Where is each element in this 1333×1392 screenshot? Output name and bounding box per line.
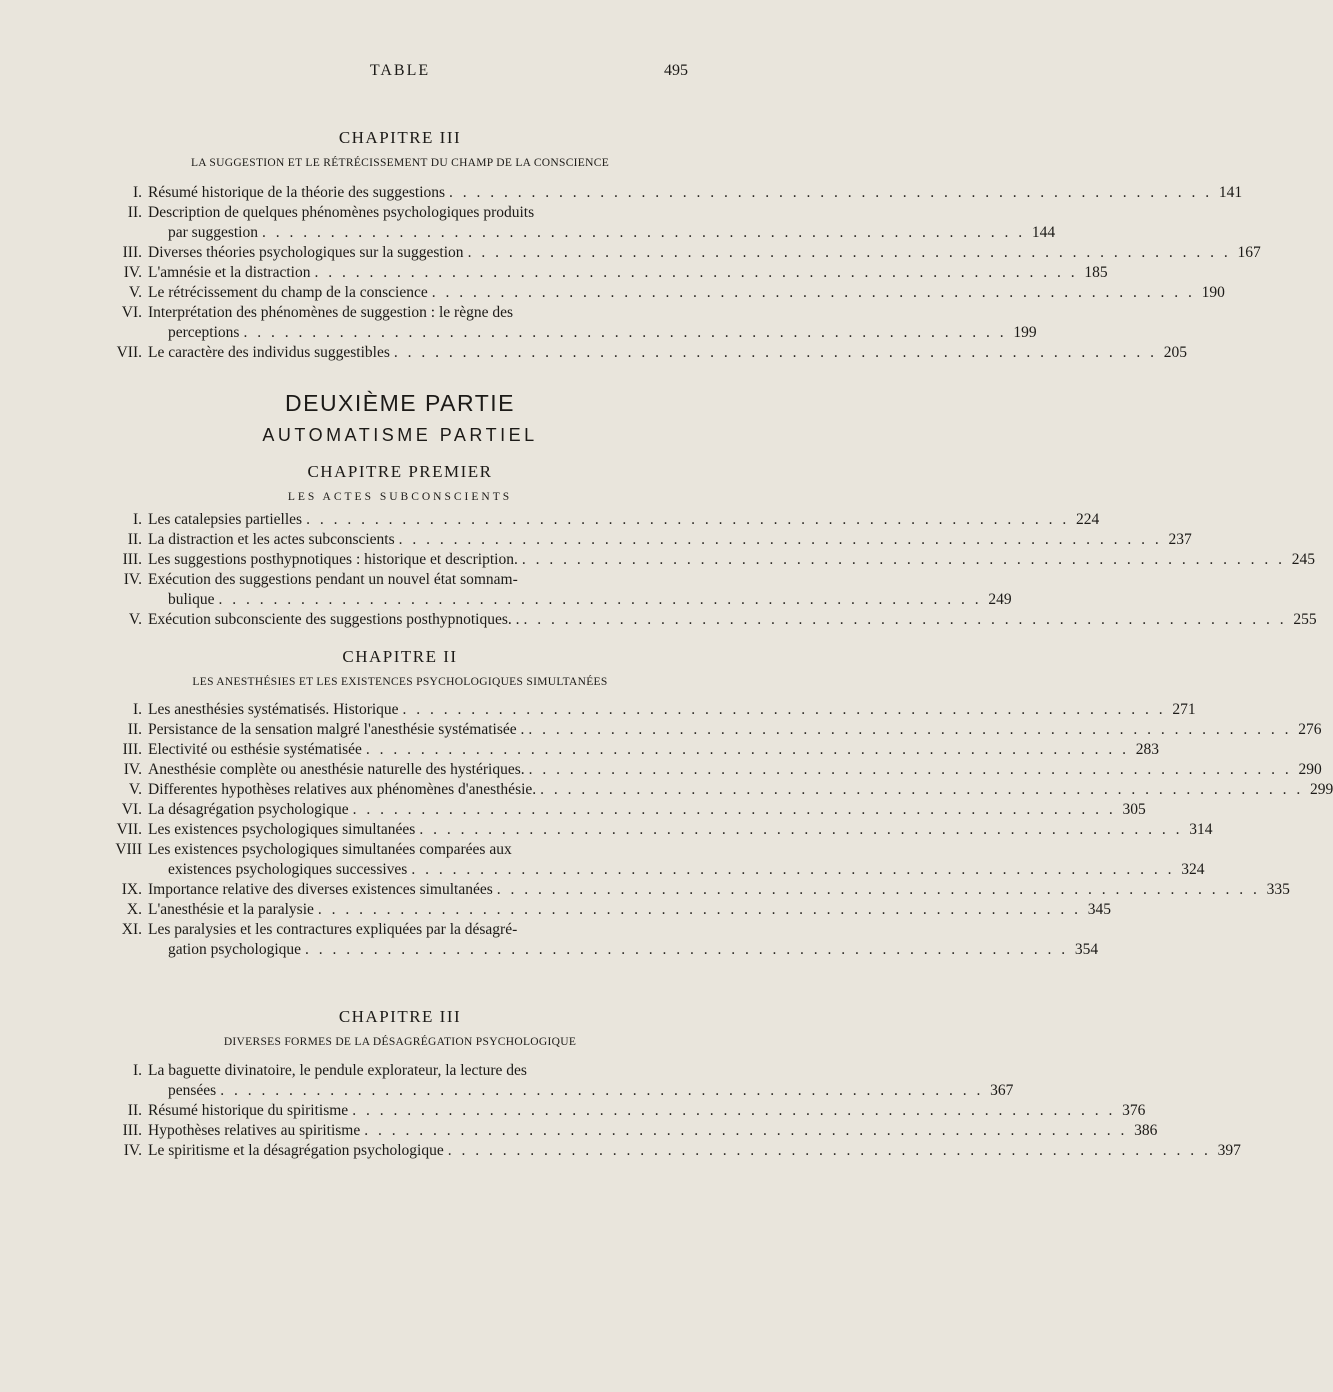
- dot-leader: . . . . . . . . . . . . . . . . . . . . . . . . . . . . . . . . . . . . . . . . . . . . . . . . . . . . . . . .: [528, 761, 1292, 778]
- toc-entry-leader-line: [148, 880, 1290, 900]
- toc-entry-leader-line: [148, 780, 1333, 800]
- toc-entry-number: III.: [122, 741, 142, 758]
- toc-entry: [112, 1101, 1146, 1121]
- toc-entry-leader-line: [148, 530, 1192, 550]
- part-subtitle: AUTOMATISME PARTIEL: [262, 425, 538, 445]
- toc-entry-title-line: Les suggestions posthypnotiques : historique et description.: [148, 551, 518, 568]
- chapter-title: CHAPITRE III: [338, 1007, 462, 1026]
- toc-entry-title-line: Exécution des suggestions pendant un nouvel état somnam-: [148, 571, 518, 588]
- toc-entry-page: 354: [1074, 941, 1099, 958]
- toc-entry-title-line: Les existences psychologiques simultanées: [148, 821, 416, 838]
- toc-section-chapter-3: [112, 183, 1261, 363]
- toc-entry-page: 324: [1181, 861, 1205, 878]
- toc-entry-page: 199: [1013, 324, 1037, 341]
- toc-entry-title-line: Les paralysies et les contractures expliquées par la désagré-: [148, 921, 518, 938]
- toc-entry-number: XI.: [121, 921, 142, 938]
- toc-section-chapter-2: [112, 700, 1333, 960]
- toc-entry-number: IV.: [123, 761, 142, 778]
- toc-entry: [112, 800, 1146, 820]
- toc-entry-number: VI.: [121, 304, 142, 321]
- chapter-3b-heading: [0, 1007, 800, 1048]
- dot-leader: . . . . . . . . . . . . . . . . . . . . . . . . . . . . . . . . . . . . . . . . . . . . . . . . . . . . . . . .: [365, 741, 1130, 758]
- toc-entry-number: III.: [122, 244, 142, 261]
- toc-entry-leader-line: [148, 820, 1213, 840]
- chapter-2-heading: [0, 647, 800, 688]
- toc-entry-title-line: Description de quelques phénomènes psychologiques produits: [148, 204, 535, 221]
- toc-entry-leader-line: [148, 1101, 1146, 1121]
- chapter-title: CHAPITRE II: [342, 647, 458, 666]
- dot-leader: . . . . . . . . . . . . . . . . . . . . . . . . . . . . . . . . . . . . . . . . . . . . . . . . . . . . . . . .: [261, 224, 1026, 241]
- toc-entry-page: 144: [1031, 224, 1056, 241]
- toc-entry-page: 205: [1163, 344, 1188, 361]
- toc-entry-number: IV.: [123, 264, 142, 281]
- dot-leader: . . . . . . . . . . . . . . . . . . . . . . . . . . . . . . . . . . . . . . . . . . . . . . . . . . . . . . . .: [496, 881, 1260, 898]
- chapter-title: CHAPITRE III: [338, 128, 462, 147]
- toc-entry-title-line: Résumé historique de la théorie des suggestions: [148, 184, 446, 201]
- toc-entry-page: 283: [1135, 741, 1160, 758]
- dot-leader: . . . . . . . . . . . . . . . . . . . . . . . . . . . . . . . . . . . . . . . . . . . . . . . . . . . . . . . .: [314, 264, 1078, 281]
- toc-entry-title-line: Le rétrécissement du champ de la conscience: [148, 284, 428, 301]
- dot-leader: . . . . . . . . . . . . . . . . . . . . . . . . . . . . . . . . . . . . . . . . . . . . . . . . . . . . . . . .: [540, 781, 1304, 798]
- toc-entry: [112, 820, 1213, 840]
- toc-entry: [112, 1121, 1158, 1141]
- dot-leader: . . . . . . . . . . . . . . . . . . . . . . . . . . . . . . . . . . . . . . . . . . . . . . . . . . . . . . . .: [419, 821, 1183, 838]
- toc-entry-number: VII.: [116, 344, 142, 361]
- toc-entry-leader-line: [148, 720, 1322, 740]
- toc-entry-title-line: Importance relative des diverses existences simultanées: [148, 881, 493, 898]
- toc-entry-title-line: par suggestion: [168, 224, 258, 241]
- toc-entry-leader-line: [148, 1141, 1241, 1161]
- toc-entry-title-line: Interprétation des phénomènes de suggestion : le règne des: [148, 304, 513, 321]
- toc-entry: [112, 610, 1317, 630]
- toc-entry-number: I.: [132, 511, 142, 528]
- toc-entry-page: 314: [1189, 821, 1213, 838]
- part-title: DEUXIÈME PARTIE: [285, 390, 515, 416]
- toc-entry-title-line: Exécution subconsciente des suggestions posthypnotiques. .: [148, 611, 520, 628]
- toc-entry-number: I.: [132, 701, 142, 718]
- toc-entry-title-line: Hypothèses relatives au spiritisme: [148, 1122, 361, 1139]
- toc-entry-leader-line: [148, 510, 1100, 530]
- toc-section-chapter-1: [112, 510, 1317, 630]
- dot-leader: . . . . . . . . . . . . . . . . . . . . . . . . . . . . . . . . . . . . . . . . . . . . . . . . . . . . . . . .: [364, 1122, 1128, 1139]
- dot-leader: . . . . . . . . . . . . . . . . . . . . . . . . . . . . . . . . . . . . . . . . . . . . . . . . . . . . . . . .: [402, 701, 1166, 718]
- toc-entry-title-line: Les catalepsies partielles: [148, 511, 303, 528]
- toc-entry-leader-line: [148, 610, 1317, 630]
- toc-entry: [112, 1141, 1241, 1161]
- toc-entry-page: 276: [1298, 721, 1322, 738]
- toc-entry: [112, 203, 1056, 243]
- toc-entry: [112, 243, 1261, 263]
- toc-entry-page: 271: [1172, 701, 1196, 718]
- toc-entry-number: V.: [128, 781, 142, 798]
- toc-entry: [112, 880, 1290, 900]
- toc-entry-title-line: La désagrégation psychologique: [148, 801, 349, 818]
- toc-entry-leader-line: [148, 740, 1160, 760]
- toc-entry-title-line: Electivité ou esthésie systématisée: [148, 741, 362, 758]
- toc-entry-number: VI.: [121, 801, 142, 818]
- toc-entry: [112, 740, 1160, 760]
- toc-entry-number: II.: [127, 531, 142, 548]
- toc-entry-title-line: bulique: [168, 591, 215, 608]
- toc-entry: [112, 530, 1192, 550]
- toc-section-chapter-3b: [112, 1061, 1241, 1161]
- dot-leader: . . . . . . . . . . . . . . . . . . . . . . . . . . . . . . . . . . . . . . . . . . . . . . . . . . . . . . . .: [523, 611, 1287, 628]
- dot-leader: . . . . . . . . . . . . . . . . . . . . . . . . . . . . . . . . . . . . . . . . . . . . . . . . . . . . . . . .: [306, 511, 1070, 528]
- toc-entry-number: I.: [132, 184, 142, 201]
- dot-leader: . . . . . . . . . . . . . . . . . . . . . . . . . . . . . . . . . . . . . . . . . . . . . . . . . . . . . . . .: [528, 721, 1292, 738]
- toc-entry-number: I.: [132, 1062, 142, 1079]
- toc-entry-leader-line: [168, 223, 1056, 243]
- toc-entry-title-line: La baguette divinatoire, le pendule explorateur, la lecture des: [148, 1062, 527, 1079]
- dot-leader: . . . . . . . . . . . . . . . . . . . . . . . . . . . . . . . . . . . . . . . . . . . . . . . . . . . . . . . .: [352, 801, 1116, 818]
- toc-entry-leader-line: [148, 283, 1225, 303]
- chapter-title: CHAPITRE PREMIER: [307, 462, 493, 481]
- running-head: [0, 62, 800, 88]
- chapter-3-heading: [0, 128, 800, 169]
- toc-entry-title-line: L'amnésie et la distraction: [148, 264, 311, 281]
- toc-entry-page: 255: [1293, 611, 1317, 628]
- toc-entry: [112, 780, 1333, 800]
- toc-entry-number: VII.: [116, 821, 142, 838]
- toc-entry-number: V.: [128, 284, 142, 301]
- toc-entry-page: 185: [1084, 264, 1108, 281]
- toc-entry: [112, 303, 1037, 343]
- toc-entry-page: 290: [1298, 761, 1322, 778]
- toc-entry-title-line: perceptions: [168, 324, 240, 341]
- toc-entry-leader-line: [148, 900, 1112, 920]
- toc-entry-number: III.: [122, 551, 142, 568]
- toc-entry-number: II.: [127, 204, 142, 221]
- toc-entry: [112, 183, 1243, 203]
- toc-entry: [112, 700, 1196, 720]
- dot-leader: . . . . . . . . . . . . . . . . . . . . . . . . . . . . . . . . . . . . . . . . . . . . . . . . . . . . . . . .: [411, 861, 1175, 878]
- toc-entry-title-line: Persistance de la sensation malgré l'anesthésie systématisée .: [148, 721, 525, 738]
- dot-leader: . . . . . . . . . . . . . . . . . . . . . . . . . . . . . . . . . . . . . . . . . . . . . . . . . . . . . . . .: [305, 941, 1069, 958]
- dot-leader: . . . . . . . . . . . . . . . . . . . . . . . . . . . . . . . . . . . . . . . . . . . . . . . . . . . . . . . .: [521, 551, 1285, 568]
- toc-entry: [112, 760, 1322, 780]
- toc-entry: [112, 343, 1188, 363]
- toc-entry-title-line: Les existences psychologiques simultanées comparées aux: [148, 841, 512, 858]
- toc-entry-page: 335: [1266, 881, 1290, 898]
- toc-entry-number: X.: [126, 901, 142, 918]
- toc-entry: [112, 283, 1225, 303]
- toc-entry-page: 345: [1087, 901, 1112, 918]
- toc-entry: [112, 920, 1099, 960]
- toc-entry: [112, 570, 1012, 610]
- toc-entry: [112, 510, 1100, 530]
- toc-entry-leader-line: [148, 1121, 1158, 1141]
- toc-entry: [112, 1061, 1014, 1101]
- toc-entry-title-line: Anesthésie complète ou anesthésie naturelle des hystériques.: [148, 761, 525, 778]
- toc-entry-number: V.: [128, 611, 142, 628]
- toc-entry-leader-line: [148, 263, 1108, 283]
- toc-entry-page: 245: [1291, 551, 1315, 568]
- toc-entry-number: II.: [127, 721, 142, 738]
- toc-entry-leader-line: [168, 590, 1012, 610]
- toc-entry-page: 249: [988, 591, 1012, 608]
- toc-entry-leader-line: [148, 700, 1196, 720]
- toc-entry-page: 376: [1122, 1102, 1146, 1119]
- dot-leader: . . . . . . . . . . . . . . . . . . . . . . . . . . . . . . . . . . . . . . . . . . . . . . . . . . . . . . . .: [447, 1142, 1211, 1159]
- toc-entry-number: IX.: [121, 881, 142, 898]
- toc-entry-number: III.: [122, 1122, 142, 1139]
- toc-entry-title-line: Diverses théories psychologiques sur la suggestion: [148, 244, 464, 261]
- toc-entry-leader-line: [168, 860, 1205, 880]
- dot-leader: . . . . . . . . . . . . . . . . . . . . . . . . . . . . . . . . . . . . . . . . . . . . . . . . . . . . . . . .: [220, 1082, 984, 1099]
- toc-entry-title-line: Le caractère des individus suggestibles: [148, 344, 390, 361]
- toc-entry-leader-line: [168, 323, 1037, 343]
- toc-entry-leader-line: [148, 183, 1243, 203]
- toc-entry: [112, 720, 1322, 740]
- toc-entry-page: 167: [1237, 244, 1261, 261]
- dot-leader: . . . . . . . . . . . . . . . . . . . . . . . . . . . . . . . . . . . . . . . . . . . . . . . . . . . . . . . .: [431, 284, 1195, 301]
- toc-entry-number: VIII: [115, 841, 142, 858]
- dot-leader: . . . . . . . . . . . . . . . . . . . . . . . . . . . . . . . . . . . . . . . . . . . . . . . . . . . . . . . .: [449, 184, 1213, 201]
- toc-entry-title-line: La distraction et les actes subconscients: [148, 531, 395, 548]
- toc-entry: [112, 840, 1205, 880]
- toc-entry: [112, 263, 1108, 283]
- dot-leader: . . . . . . . . . . . . . . . . . . . . . . . . . . . . . . . . . . . . . . . . . . . . . . . . . . . . . . . .: [352, 1102, 1116, 1119]
- toc-entry-number: II.: [127, 1102, 142, 1119]
- chapter-subtitle: LA SUGGESTION ET LE RÉTRÉCISSEMENT DU CHAMP DE LA CONSCIENCE: [190, 157, 610, 169]
- toc-entry-page: 141: [1218, 184, 1243, 201]
- dot-leader: . . . . . . . . . . . . . . . . . . . . . . . . . . . . . . . . . . . . . . . . . . . . . . . . . . . . . . . .: [393, 344, 1158, 361]
- toc-entry-page: 299: [1310, 781, 1333, 798]
- running-head-title: TABLE: [369, 62, 431, 79]
- toc-entry-title-line: L'anesthésie et la paralysie: [148, 901, 314, 918]
- dot-leader: . . . . . . . . . . . . . . . . . . . . . . . . . . . . . . . . . . . . . . . . . . . . . . . . . . . . . . . .: [243, 324, 1007, 341]
- toc-entry-leader-line: [148, 760, 1322, 780]
- page-number: 495: [664, 62, 688, 79]
- dot-leader: . . . . . . . . . . . . . . . . . . . . . . . . . . . . . . . . . . . . . . . . . . . . . . . . . . . . . . . .: [218, 591, 982, 608]
- chapter-subtitle: LES ACTES SUBCONSCIENTS: [287, 491, 513, 503]
- toc-entry-leader-line: [148, 800, 1146, 820]
- dot-leader: . . . . . . . . . . . . . . . . . . . . . . . . . . . . . . . . . . . . . . . . . . . . . . . . . . . . . . . .: [317, 901, 1082, 918]
- toc-entry-title-line: gation psychologique: [168, 941, 302, 958]
- toc-entry-page: 224: [1075, 511, 1100, 528]
- toc-entry-number: IV.: [123, 1142, 142, 1159]
- toc-entry-leader-line: [148, 550, 1315, 570]
- toc-entry-title-line: Résumé historique du spiritisme: [148, 1102, 349, 1119]
- toc-entry-page: 367: [990, 1082, 1014, 1099]
- dot-leader: . . . . . . . . . . . . . . . . . . . . . . . . . . . . . . . . . . . . . . . . . . . . . . . . . . . . . . . .: [467, 244, 1231, 261]
- toc-entry: [112, 550, 1315, 570]
- toc-entry-leader-line: [168, 940, 1099, 960]
- toc-entry-number: IV.: [123, 571, 142, 588]
- toc-entry-title-line: Le spiritisme et la désagrégation psychologique: [148, 1142, 444, 1159]
- toc-entry-page: 397: [1217, 1142, 1241, 1159]
- toc-entry-title-line: Les anesthésies systématisés. Historique: [148, 701, 399, 718]
- toc-entry-title-line: Differentes hypothèses relatives aux phénomènes d'anesthésie.: [148, 781, 537, 798]
- toc-entry-page: 305: [1122, 801, 1146, 818]
- toc-entry-page: 237: [1168, 531, 1192, 548]
- toc-entry-page: 190: [1201, 284, 1225, 301]
- dot-leader: . . . . . . . . . . . . . . . . . . . . . . . . . . . . . . . . . . . . . . . . . . . . . . . . . . . . . . . .: [398, 531, 1162, 548]
- toc-entry-title-line: pensées: [168, 1082, 217, 1099]
- part-2-heading: [0, 390, 800, 503]
- chapter-subtitle: DIVERSES FORMES DE LA DÉSAGRÉGATION PSYCHOLOGIQUE: [223, 1036, 577, 1048]
- toc-entry-page: 386: [1134, 1122, 1158, 1139]
- toc-entry-leader-line: [168, 1081, 1014, 1101]
- toc-entry-leader-line: [148, 343, 1188, 363]
- toc-entry-title-line: existences psychologiques successives: [168, 861, 408, 878]
- toc-entry-leader-line: [148, 243, 1261, 263]
- chapter-subtitle: LES ANESTHÉSIES ET LES EXISTENCES PSYCHOLOGIQUES SIMULTANÉES: [192, 676, 608, 688]
- toc-entry: [112, 900, 1112, 920]
